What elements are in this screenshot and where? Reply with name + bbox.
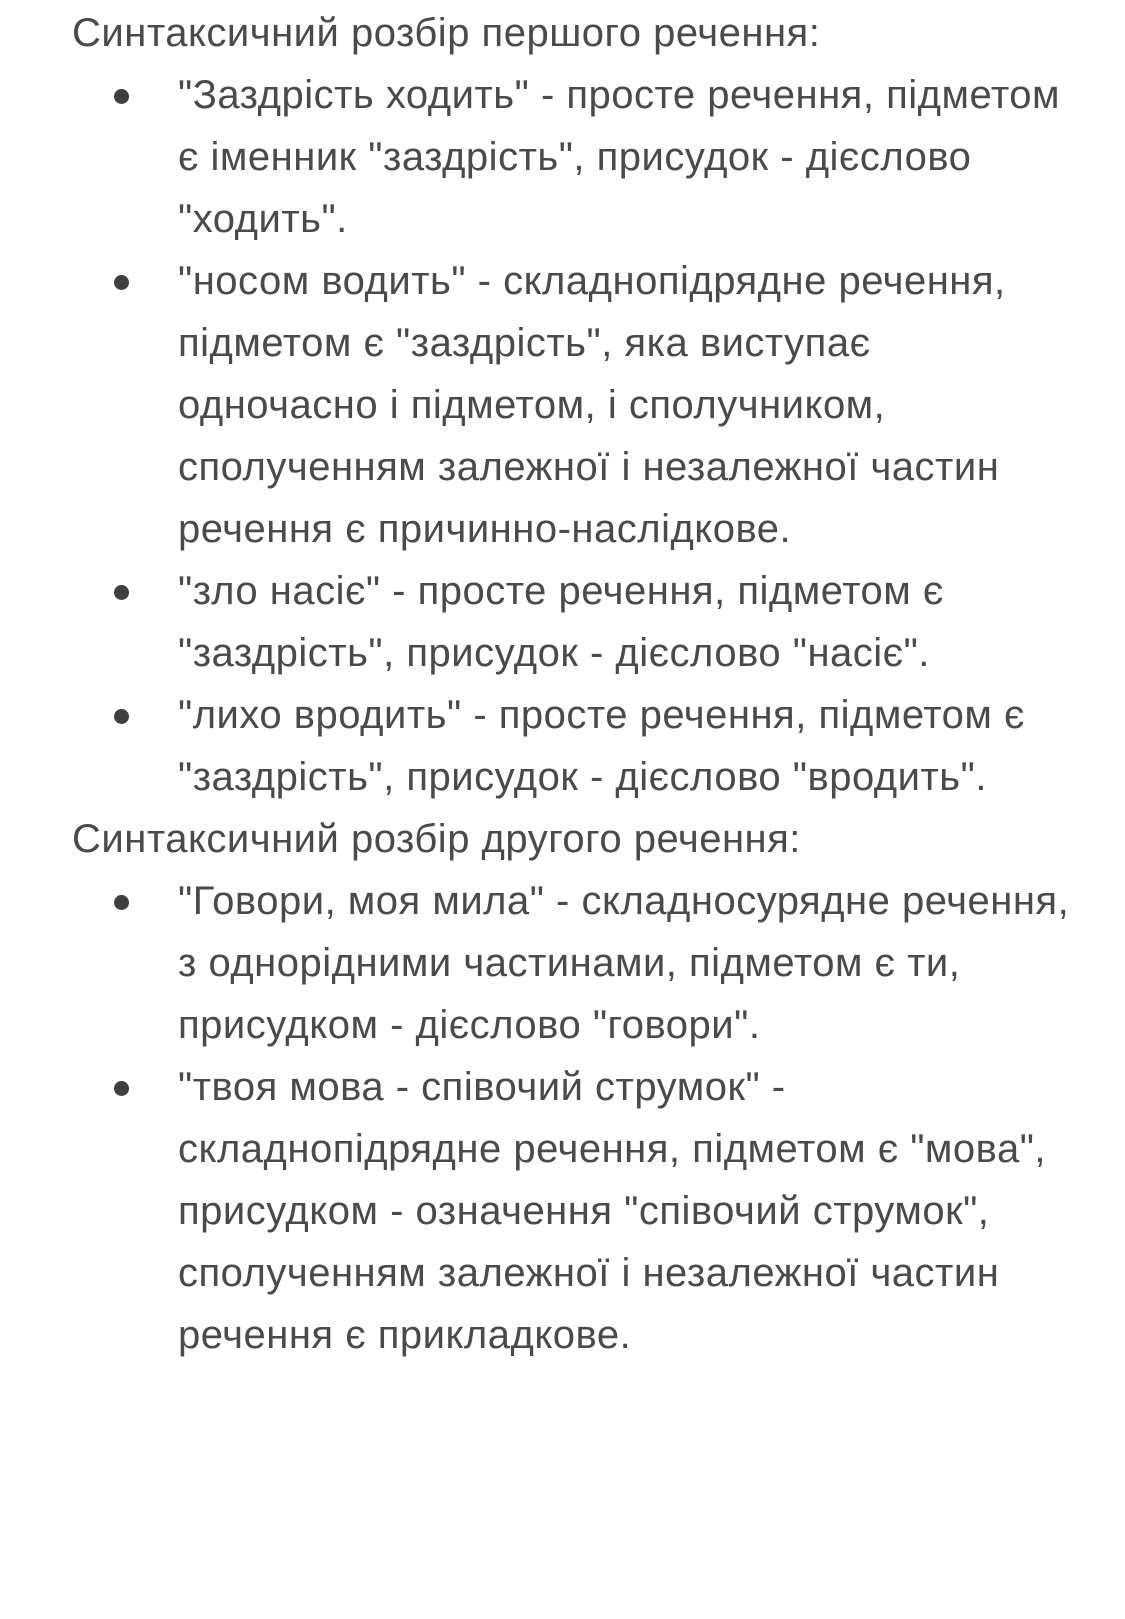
bullet-list-second-sentence <box>0 870 1125 1366</box>
bullet-icon <box>114 89 129 104</box>
bullet-icon <box>114 1081 129 1096</box>
bullet-icon <box>114 585 129 600</box>
list-item-text: "твоя мова - співочий струмок" - складнопідрядне речення, підметом є "мова", присудком - означення "співочий струмок", сполученням залежної і незалежної частин речення є прикладкове. <box>178 1065 1047 1357</box>
list-item-text: "лихо вродить" - просте речення, підметом є "заздрість", присудок - дієслово "вродить". <box>178 693 1025 799</box>
bullet-icon <box>114 275 129 290</box>
list-item <box>0 560 1125 684</box>
list-item <box>0 870 1125 1056</box>
list-item-text: "Заздрість ходить" - просте речення, підметом є іменник "заздрість", присудок - дієслово "ходить". <box>178 73 1060 241</box>
list-item <box>0 684 1125 808</box>
list-item-text: "зло насіє" - просте речення, підметом є "заздрість", присудок - дієслово "насіє". <box>178 569 944 675</box>
bullet-list-first-sentence <box>0 64 1125 808</box>
list-item <box>0 250 1125 560</box>
list-item <box>0 64 1125 250</box>
bullet-icon <box>114 709 129 724</box>
section-heading-first-sentence: Синтаксичний розбір першого речення: <box>72 11 821 55</box>
list-item-text: "носом водить" - складнопідрядне речення, підметом є "заздрість", яка виступає одночасно і підметом, і сполучником, сполученням залежної і незалежної частин речення є причинно-наслідкове. <box>178 259 1006 551</box>
bullet-icon <box>114 895 129 910</box>
list-item <box>0 1056 1125 1366</box>
list-item-text: "Говори, моя мила" - складносурядне речення, з однорідними частинами, підметом є ти, присудком - дієслово "говори". <box>178 879 1070 1047</box>
section-heading-second-sentence: Синтаксичний розбір другого речення: <box>72 817 801 861</box>
